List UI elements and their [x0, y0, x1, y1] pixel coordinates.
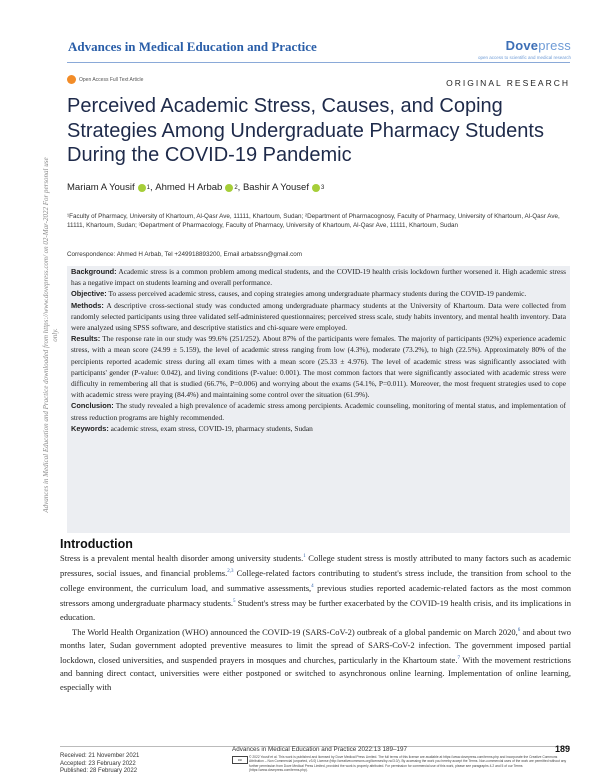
footer-journal-reference: Advances in Medical Education and Practice 2022:13 189–197 [232, 746, 408, 753]
open-access-label: Open Access Full Text Article [79, 76, 144, 83]
abstract-methods [67, 300, 570, 334]
text-run: With the movement restrictions and banning direct contact, universities were either postponed or switched to asynchronous online learning. Implementation of online learning, especially with [60, 655, 571, 692]
publisher-tagline: open access to scientific and medical research [477, 55, 571, 60]
text-run: previous studies reported academic-related factors as the most common stressors among undergraduate pharmacy students. [60, 583, 572, 609]
citation-link[interactable]: 5 [233, 599, 236, 605]
header-divider [67, 62, 570, 63]
abstract-objective-text: To assess perceived academic stress, causes, and coping strategies among undergraduate pharmacy students during the COVID-19 pandemic. [108, 289, 527, 299]
side-note-text: Advances in Medical Education and Practice downloaded from https://www.dovepress.com/ on 02-Mar-2022 For personal use only. [42, 157, 59, 513]
affiliations: ¹Faculty of Pharmacy, University of Khartoum, Al-Qasr Ave, 11111, Khartoum, Sudan; ²Department of Pharmacognosy, Faculty of Pharmacy, University of Khartoum, Al-Qasr Ave, 11111, Khartoum, Sudan; ³Department of Pharmacology, Faculty of Pharmacy, University of Khartoum, Al-Qasr Ave, 11111, Khartoum, Sudan [67, 213, 560, 229]
author-list [67, 182, 324, 193]
open-access-badge [67, 75, 143, 84]
abstract-results-text: The response rate in our study was 99.6% (251/252). About 87% of the participants were females. The majority of participants (92%) experience academic stress, with a mean score (24.99 ± 5.159), the level of academic stress ranging from low (4.3%), moderate (73.2%), to high (22.5%). Approximately 80% of the percipients reported academic stress during all exam times with a mean score (25.33 ± 4.976). The level of academic stress was significantly associated with participants' gender (P-value: 0.042), and living conditions (P-value: 0.001). The most common factors that were significantly associated with academic stress were difficulty in remembering all that is studied (66.7%, P=0.006) and worrying about the exams (54.1%, P=0.011). Moreover, the most frequent strategies used to cope with academic stress were praying (84.4%) and maintaining some control over the situation (61.9%). [71, 334, 567, 400]
author-name[interactable]: Ahmed H Arbab [155, 182, 223, 193]
publication-dates [60, 753, 139, 776]
abstract-methods-text: A descriptive cross-sectional study was conducted among undergraduate pharmacy students at the University of Khartoum. Data were collected from randomly selected participants using three validated self-administered questionnaires; perceived stress scale, study habits inventory, and mental health inventory. Data were analyzed using SPSS software, and descriptive statistics and chi-square were employed. [71, 300, 566, 333]
page-number: 189 [554, 744, 570, 754]
abstract-keywords [67, 423, 570, 434]
abstract-background-label: Background: [71, 267, 117, 276]
abstract-keywords-text: academic stress, exam stress, COVID-19, pharmacy students, Sudan [110, 423, 313, 433]
abstract-methods-label: Methods: [71, 300, 104, 310]
text-run: Student's stress may be further exacerbated by the COVID-19 health crisis, and its implications in education. [60, 598, 572, 622]
citation-link[interactable]: 1 [303, 554, 306, 559]
publisher-main: Dove [505, 38, 539, 53]
paragraph [60, 550, 571, 624]
citation-link[interactable]: 6 [517, 627, 521, 633]
accepted-date: Accepted: 23 February 2022 [60, 760, 136, 767]
author-name[interactable]: Mariam A Yousif [67, 182, 135, 193]
published-date: Published: 28 February 2022 [60, 768, 138, 775]
author-affiliation-ref: 1 [146, 184, 150, 191]
abstract-background-text: Academic stress is a common problem among medical students, and the COVID-19 health crisis lockdown further worsened it. High academic stress has a negative impact on students learning and overall performance. [71, 267, 566, 288]
article-type: ORIGINAL RESEARCH [446, 78, 570, 88]
abstract-keywords-label: Keywords: [71, 423, 109, 433]
publisher-logo[interactable] [478, 38, 571, 60]
citation-link[interactable]: 4 [311, 584, 314, 590]
author-separator: , [149, 182, 153, 193]
text-run: The World Health Organization (WHO) announced the COVID-19 (SARS-CoV-2) outbreak of a global pandemic on March 2020, [72, 626, 518, 637]
citation-link[interactable]: 7 [457, 656, 460, 662]
body-text [60, 550, 571, 694]
text-run: College-related factors contributing to student's stress include, the transition from school to the college environment, the curriculum load, and summative assessments, [60, 567, 572, 594]
abstract-conclusion [67, 400, 570, 422]
section-heading-introduction: Introduction [60, 537, 133, 551]
abstract-results [67, 333, 570, 400]
paragraph [60, 624, 571, 694]
author-separator: , [237, 182, 241, 193]
abstract-results-label: Results: [71, 334, 101, 344]
abstract-conclusion-text: The study revealed a high prevalence of academic stress among percipients. Academic counseling, monitoring of mental status, and implementation of stress reduction programs are highly recommended. [71, 401, 566, 422]
author-affiliation-ref: 2 [234, 184, 238, 191]
article-title: Perceived Academic Stress, Causes, and Coping Strategies Among Undergraduate Pharmacy Students During the COVID-19 Pandemic [67, 95, 544, 166]
orcid-icon[interactable] [312, 184, 320, 192]
author-affiliation-ref: 3 [320, 184, 325, 191]
publisher-suffix: press [538, 38, 571, 53]
received-date: Received: 21 November 2021 [60, 753, 140, 759]
orcid-icon[interactable] [225, 184, 233, 192]
creative-commons-icon[interactable]: cc [232, 756, 248, 764]
text-run: and about two months later, Sudan government adopted preventive measures to limit the spread of SARS-CoV-2 infection. The government imposed partial lockdown, closed universities, and suspended prayers in mosques and churches, particularly in the Khartoum state. [60, 626, 571, 666]
download-side-note [4, 150, 59, 520]
abstract-box [67, 266, 570, 533]
text-run: College student stress is mostly attributed to many factors such as academic pressures, social issues, and financial problems. [60, 552, 571, 578]
abstract-background [67, 266, 570, 288]
open-access-icon [67, 75, 76, 84]
author-name[interactable]: Bashir A Yousef [242, 182, 309, 193]
abstract-conclusion-label: Conclusion: [71, 401, 114, 411]
license-text: © 2022 Yousif et al. This work is published and licensed by Dove Medical Press Limited. The full terms of this license are available at https://www.dovepress.com/terms.php and incorporate the Creative Commons Attribution – Non Commercial (unported, v3.0) License (http://creativecommons.org/licenses/by-nc/3.0/). By accessing the work you hereby accept the Terms. Non-commercial uses of the work are permitted without any further permission from Dove Medical Press Limited, provided the work is properly attributed. For permission for commercial use of this work, please see paragraphs 4.2 and 5 of our Terms (https://www.dovepress.com/terms.php). [249, 755, 567, 772]
abstract-objective [67, 288, 570, 299]
orcid-icon[interactable] [138, 184, 146, 192]
text-run: Stress is a prevalent mental health disorder among university students. [60, 552, 304, 563]
journal-name[interactable]: Advances in Medical Education and Practice [68, 39, 317, 54]
abstract-objective-label: Objective: [71, 289, 107, 299]
citation-link[interactable]: 2,3 [227, 569, 234, 575]
correspondence: Correspondence: Ahmed H Arbab, Tel +249918893200, Email arbabssn@gmail.com [67, 251, 303, 258]
